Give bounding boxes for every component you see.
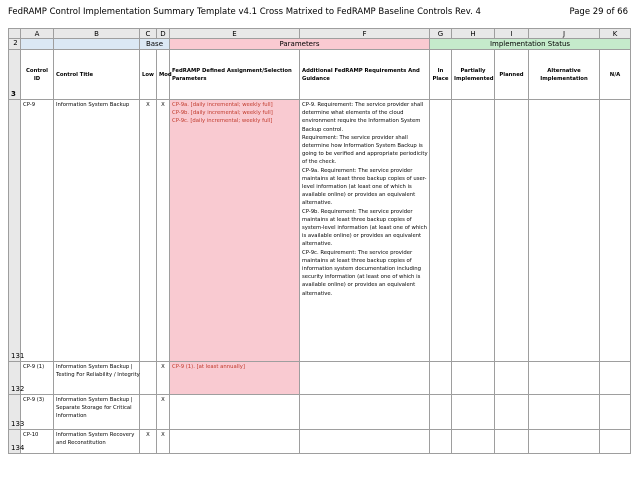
label-fedramp-parameters[interactable]: FedRAMP Defined Assignment/Selection Parameters — [170, 50, 300, 100]
na-cell[interactable] — [600, 100, 631, 362]
partially-implemented-cell[interactable] — [452, 430, 495, 454]
guidance-line: determine what elements of the cloud — [302, 110, 404, 117]
na-cell[interactable] — [600, 362, 631, 395]
title-line: and Reconstitution — [56, 440, 106, 447]
parameter-cell[interactable] — [170, 395, 300, 430]
planned-cell[interactable] — [495, 430, 529, 454]
in-place-cell[interactable] — [430, 362, 452, 395]
control-title-cell[interactable]: Information System Backup — [54, 100, 140, 362]
group-parameters[interactable]: Parameters — [170, 39, 430, 50]
parameter-cell[interactable] — [170, 100, 300, 362]
guidance-cell[interactable] — [300, 395, 430, 430]
guidance-line: Requirement: The service provider shall — [302, 134, 408, 141]
title-line: Information System Backup | — [56, 364, 133, 370]
guidance-line: level information (at least one of which is — [302, 184, 412, 191]
row-number[interactable]: 3 — [9, 50, 21, 100]
guidance-line: CP-9b. Requirement: The service provider — [302, 208, 413, 215]
control-title-cell[interactable] — [54, 430, 140, 454]
alternative-implementation-cell[interactable] — [529, 362, 600, 395]
document-title: FedRAMP Control Implementation Summary Template v4.1 Cross Matrixed to FedRAMP Baseline Controls Rev. 4 — [8, 7, 481, 17]
label-additional-requirements[interactable]: Additional FedRAMP Requirements And Guidance — [300, 50, 430, 100]
guidance-line: alternative. — [302, 200, 333, 207]
guidance-line: environment require the Information System — [302, 118, 421, 125]
alternative-implementation-cell[interactable] — [529, 430, 600, 454]
guidance-line: information system documentation including — [302, 266, 422, 273]
na-cell[interactable] — [600, 395, 631, 430]
column-header-k[interactable]: K — [600, 29, 631, 39]
group-base[interactable]: Base — [140, 39, 170, 50]
page-header — [8, 6, 630, 20]
parameter-line: CP-9a. [daily incremental; weekly full] — [172, 102, 273, 108]
guidance-line: system-level information (at least one of which — [302, 225, 427, 232]
partially-implemented-cell[interactable] — [452, 362, 495, 395]
guidance-line: of the check. — [302, 159, 337, 166]
control-id-cell[interactable]: CP-9 (3) — [21, 395, 54, 430]
mod-cell[interactable]: X — [157, 395, 170, 430]
table-row — [9, 100, 631, 362]
label-low[interactable]: Low — [140, 50, 157, 100]
guidance-cell[interactable] — [300, 430, 430, 454]
control-id-cell[interactable]: CP-9 — [21, 100, 54, 362]
row-number[interactable]: 133 — [9, 395, 21, 430]
label-planned[interactable]: Planned — [495, 50, 529, 100]
low-cell[interactable]: X — [140, 430, 157, 454]
title-line: Information System Recovery — [56, 432, 135, 438]
group-cell-a[interactable] — [21, 39, 54, 50]
guidance-line: CP-9. Requirement: The service provider shall — [302, 102, 424, 108]
column-header-i[interactable]: I — [495, 29, 529, 39]
title-line: Information — [56, 413, 87, 420]
planned-cell[interactable] — [495, 100, 529, 362]
guidance-line: maintains at least three backup copies of — [302, 216, 412, 223]
guidance-line: going to be verified and appropriate periodicity — [302, 151, 428, 158]
column-header-c[interactable]: C — [140, 29, 157, 39]
low-cell[interactable]: X — [140, 100, 157, 362]
mod-cell[interactable]: X — [157, 362, 170, 395]
guidance-line: security information (at least one of which is — [302, 274, 421, 281]
control-id-cell[interactable]: CP-9 (1) — [21, 362, 54, 395]
guidance-line: CP-9a. Requirement: The service provider — [302, 167, 413, 174]
parameter-cell[interactable] — [170, 430, 300, 454]
guidance-line: maintains at least three backup copies of — [302, 257, 412, 264]
page-number: Page 29 of 66 — [569, 7, 628, 17]
mod-cell[interactable]: X — [157, 100, 170, 362]
guidance-line: is available online) or provides an equivalent — [302, 233, 422, 240]
guidance-line: Backup control. — [302, 126, 344, 133]
guidance-cell[interactable] — [300, 100, 430, 362]
guidance-cell[interactable] — [300, 362, 430, 395]
column-header-a[interactable]: A — [21, 29, 54, 39]
control-title-cell[interactable] — [54, 395, 140, 430]
row-number[interactable]: 134 — [9, 430, 21, 454]
title-line: Information System Backup | — [56, 397, 133, 403]
guidance-line: available online) or provides an equivalent — [302, 282, 416, 289]
in-place-cell[interactable] — [430, 100, 452, 362]
low-cell[interactable] — [140, 362, 157, 395]
partially-implemented-cell[interactable] — [452, 100, 495, 362]
group-cell-b[interactable] — [54, 39, 140, 50]
label-na[interactable]: N/A — [600, 50, 631, 100]
label-control-id[interactable]: Control ID — [21, 50, 54, 100]
label-partially-implemented[interactable]: Partially Implemented — [452, 50, 495, 100]
parameter-line: CP-9c. [daily incremental; weekly full] — [172, 118, 273, 125]
column-header-d[interactable]: D — [157, 29, 170, 39]
row-number[interactable]: 131 — [9, 100, 21, 362]
low-cell[interactable] — [140, 395, 157, 430]
group-implementation-status[interactable]: Implementation Status — [430, 39, 631, 50]
table-row — [9, 395, 631, 430]
column-header-e[interactable]: E — [170, 29, 300, 39]
group-header-row — [9, 39, 631, 50]
column-header-b[interactable]: B — [54, 29, 140, 39]
column-header-j[interactable]: J — [529, 29, 600, 39]
title-line: Testing For Reliability / Integrity — [56, 372, 140, 379]
column-header-row — [9, 29, 631, 39]
label-mod[interactable]: Mod — [157, 50, 170, 100]
guidance-line: CP-9c. Requirement: The service provider — [302, 249, 413, 256]
guidance-line: available online) or provides an equivalent — [302, 192, 416, 199]
title-line: Separate Storage for Critical — [56, 405, 132, 412]
label-control-title[interactable]: Control Title — [54, 50, 140, 100]
label-in-place[interactable]: In Place — [430, 50, 452, 100]
planned-cell[interactable] — [495, 362, 529, 395]
label-row — [9, 50, 631, 100]
alternative-implementation-cell[interactable] — [529, 100, 600, 362]
column-header-f[interactable]: F — [300, 29, 430, 39]
partially-implemented-cell[interactable] — [452, 395, 495, 430]
control-id-cell[interactable]: CP-10 — [21, 430, 54, 454]
parameter-line: CP-9b. [daily incremental; weekly full] — [172, 110, 273, 117]
table-row — [9, 430, 631, 454]
control-summary-table — [8, 28, 631, 454]
parameter-cell[interactable] — [170, 362, 300, 395]
table-row — [9, 362, 631, 395]
row-number[interactable]: 2 — [9, 39, 21, 50]
column-header-h[interactable]: H — [452, 29, 495, 39]
guidance-line: determine how Information System Backup is — [302, 143, 423, 150]
parameter-line: CP-9 (1). [at least annually] — [172, 364, 245, 370]
guidance-line: alternative. — [302, 241, 333, 248]
planned-cell[interactable] — [495, 395, 529, 430]
in-place-cell[interactable] — [430, 430, 452, 454]
row-number[interactable]: 132 — [9, 362, 21, 395]
na-cell[interactable] — [600, 430, 631, 454]
control-title-cell[interactable] — [54, 362, 140, 395]
column-header-g[interactable]: G — [430, 29, 452, 39]
mod-cell[interactable]: X — [157, 430, 170, 454]
guidance-line: maintains at least three backup copies of user- — [302, 175, 427, 182]
alternative-implementation-cell[interactable] — [529, 395, 600, 430]
in-place-cell[interactable] — [430, 395, 452, 430]
label-alternative-implementation[interactable]: Alternative Implementation — [529, 50, 600, 100]
corner-cell[interactable] — [9, 29, 21, 39]
guidance-line: alternative. — [302, 290, 333, 297]
